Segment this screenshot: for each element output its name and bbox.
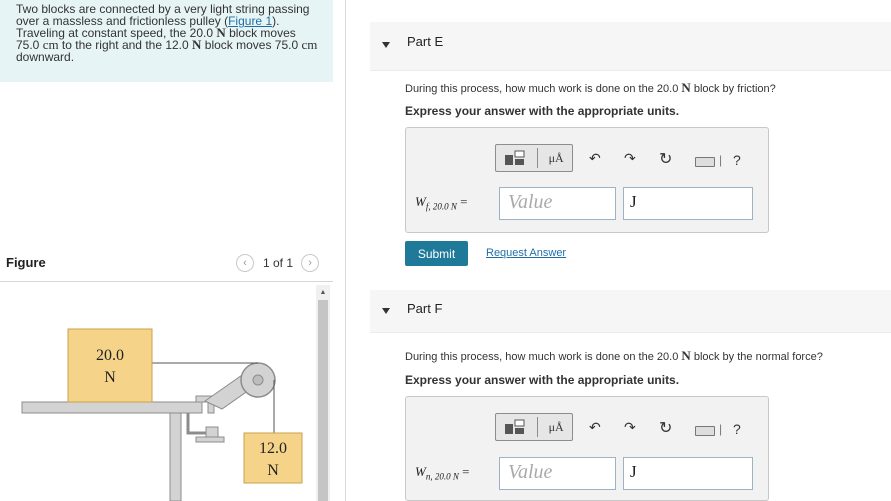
request-answer-link[interactable]: Request Answer [486, 247, 567, 259]
template-toolbar [495, 413, 573, 441]
part-e-unit-input[interactable]: J [623, 187, 753, 220]
part-e-answer-box [405, 127, 769, 233]
toolbar-separator: | [719, 153, 723, 167]
part-f-unit-input[interactable]: J [623, 457, 753, 490]
table-top [22, 402, 202, 413]
part-e-question: During this process, how much work is done on the 20.0 N block by friction? [405, 80, 776, 95]
part-e-value-input[interactable]: Value [499, 187, 616, 220]
part-e-variable: $W_{f, 20.0 N}$ = [415, 194, 468, 212]
caret-down-icon[interactable] [382, 42, 390, 48]
chevron-right-icon[interactable]: › [301, 254, 319, 272]
templates-button[interactable] [495, 144, 573, 172]
part-f-instruction: Express your answer with the appropriate units. [405, 373, 680, 387]
units-symbol-button[interactable]: μÅ [548, 419, 564, 434]
problem-line-3: Traveling at constant speed, the 20.0 N block moves [16, 25, 296, 40]
pulley-axle [253, 375, 263, 385]
part-f-title: Part F [407, 301, 443, 316]
keyboard-icon[interactable] [695, 426, 715, 436]
problem-line-2: over a massless and frictionless pulley (Figure 1). [16, 14, 280, 28]
left-pane [0, 0, 345, 501]
template-toolbar [495, 144, 573, 172]
part-f-answer-box [405, 396, 769, 501]
figure-pager [236, 253, 319, 273]
clamp-screw [206, 427, 218, 437]
caret-down-icon[interactable] [382, 308, 390, 314]
part-f-value-input[interactable]: Value [499, 457, 616, 490]
templates-icon [504, 150, 526, 166]
figure-header [0, 252, 333, 282]
undo-icon[interactable]: ↶ [589, 150, 601, 166]
reset-icon[interactable]: ↻ [659, 420, 673, 437]
pulley-diagram [0, 283, 316, 501]
part-e-title: Part E [407, 34, 444, 49]
block-20n [68, 329, 152, 402]
redo-icon[interactable]: ↷ [624, 419, 636, 435]
scrollbar-thumb[interactable] [318, 300, 328, 501]
part-e-header[interactable] [370, 22, 891, 71]
problem-statement [0, 0, 333, 82]
block-12n-value: 12.0 [259, 440, 287, 457]
pager-text: 1 of 1 [263, 256, 294, 270]
units-symbol-button[interactable]: μÅ [548, 150, 564, 165]
figure-image [0, 283, 333, 501]
part-f-header[interactable] [370, 290, 891, 333]
problem-line-5: downward. [16, 50, 75, 64]
reset-icon[interactable]: ↻ [659, 151, 673, 168]
pane-divider[interactable] [345, 0, 346, 501]
block-20n-unit: N [104, 369, 116, 386]
submit-button[interactable]: Submit [405, 241, 468, 266]
figure-link[interactable]: Figure 1 [228, 14, 273, 28]
clamp-handle [196, 437, 224, 442]
toolbar-separator: | [719, 422, 723, 436]
part-e-instruction: Express your answer with the appropriate units. [405, 104, 680, 118]
problem-line-1: Two blocks are connected by a very light string passing [16, 2, 310, 16]
part-f-variable: $W_{n, 20.0 N}$ = [415, 464, 470, 482]
help-icon[interactable]: ? [733, 421, 741, 437]
scroll-up-icon[interactable]: ▲ [319, 288, 327, 296]
undo-icon[interactable]: ↶ [589, 419, 601, 435]
help-icon[interactable]: ? [733, 152, 741, 168]
block-12n-unit: N [267, 462, 279, 479]
block-20n-value: 20.0 [96, 347, 124, 364]
templates-icon [504, 419, 526, 435]
redo-icon[interactable]: ↷ [624, 150, 636, 166]
part-f-question: During this process, how much work is done on the 20.0 N block by the normal force? [405, 348, 823, 363]
table-leg [170, 413, 181, 501]
figure-title: Figure [6, 255, 46, 270]
templates-button[interactable] [495, 413, 573, 441]
problem-line-4: 75.0 cm to the right and the 12.0 N block moves 75.0 cm [16, 37, 318, 52]
keyboard-icon[interactable] [695, 157, 715, 167]
chevron-left-icon[interactable]: ‹ [236, 254, 254, 272]
